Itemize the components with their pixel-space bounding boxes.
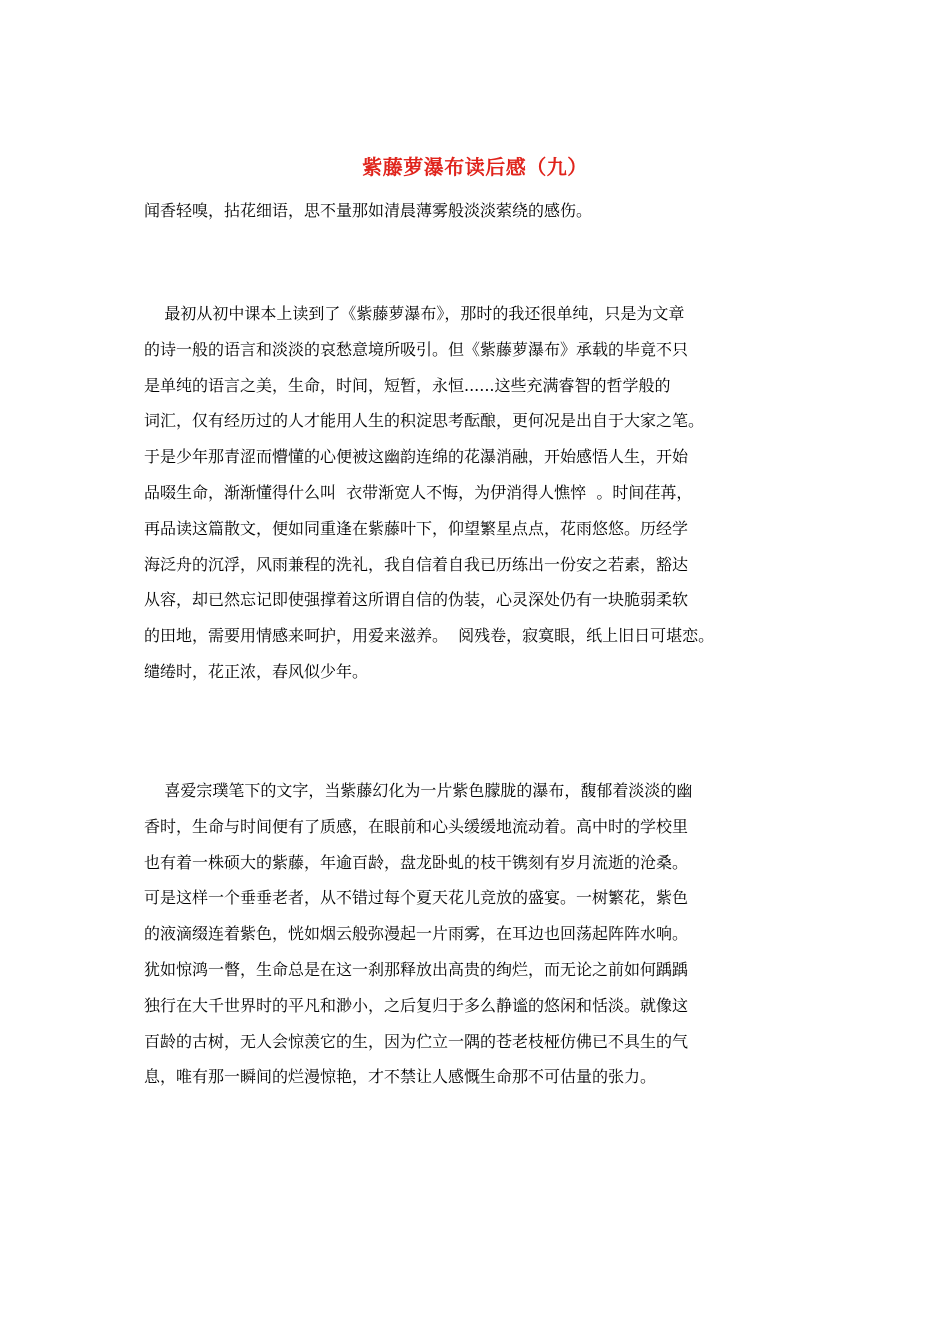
paragraph-line: 百龄的古树，无人会惊羡它的生，因为伫立一隅的苍老枝桠仿佛已不具生的气 <box>144 1031 689 1051</box>
paragraph-line: 的田地，需要用情感来呵护，用爱来滋养。 阅残卷，寂寞眼，纸上旧日可堪恋。 <box>144 626 715 646</box>
document-title: 紫藤萝瀑布读后感（九） <box>362 155 588 179</box>
paragraph-line: 的诗一般的语言和淡淡的哀愁意境所吸引。但《紫藤萝瀑布》承载的毕竟不只 <box>144 339 689 359</box>
paragraph <box>144 773 834 1095</box>
paragraph-line: 息，唯有那一瞬间的烂漫惊艳，才不禁让人感慨生命那不可估量的张力。 <box>144 1067 657 1087</box>
paragraph-line: 的液滴缀连着紫色，恍如烟云般弥漫起一片雨雾，在耳边也回荡起阵阵水响。 <box>144 924 689 944</box>
paragraph-line: 缱绻时，花正浓，春风似少年。 <box>144 661 369 681</box>
paragraph-line: 也有着一株硕大的紫藤，年逾百龄，盘龙卧虬的枝干镌刻有岁月流逝的沧桑。 <box>144 852 689 872</box>
paragraph-line: 是单纯的语言之美，生命，时间，短暂，永恒......这些充满睿智的哲学般的 <box>144 375 671 395</box>
paragraph-line: 犹如惊鸿一瞥，生命总是在这一刹那释放出高贵的绚烂，而无论之前如何踽踽 <box>144 959 689 979</box>
paragraph-line: 再品读这篇散文，便如同重逢在紫藤叶下，仰望繁星点点，花雨悠悠。历经学 <box>144 518 689 538</box>
paragraph-line: 香时，生命与时间便有了质感，在眼前和心头缓缓地流动着。高中时的学校里 <box>144 816 689 836</box>
document-subtitle: 闻香轻嗅，拈花细语，思不量那如清晨薄雾般淡淡萦绕的感伤。 <box>144 201 593 220</box>
paragraph-line: 海泛舟的沉浮，风雨兼程的洗礼，我自信着自我已历练出一份安之若素，豁达 <box>144 554 689 574</box>
paragraph-line: 于是少年那青涩而懵懂的心便被这幽韵连绵的花瀑消融，开始感悟人生，开始 <box>144 447 689 467</box>
paragraph-line: 从容，却已然忘记即使强撑着这所谓自信的伪装，心灵深处仍有一块脆弱柔软 <box>144 590 689 610</box>
paragraph-line: 独行在大千世界时的平凡和渺小，之后复归于多么静谧的悠闲和恬淡。就像这 <box>144 995 689 1015</box>
paragraph <box>144 296 834 690</box>
paragraph-line: 品啜生命，渐渐懂得什么叫 衣带渐宽人不悔，为伊消得人憔悴 。时间荏苒， <box>144 482 693 502</box>
paragraph-line: 可是这样一个垂垂老者，从不错过每个夏天花儿竞放的盛宴。一树繁花，紫色 <box>144 888 689 908</box>
paragraph-line: 词汇，仅有经历过的人才能用人生的积淀思考酝酿，更何况是出自于大家之笔。 <box>144 411 705 431</box>
paragraph-line: 最初从初中课本上读到了《紫藤萝瀑布》，那时的我还很单纯，只是为文章 <box>144 304 685 323</box>
paragraph-line: 喜爱宗璞笔下的文字，当紫藤幻化为一片紫色朦胧的瀑布，馥郁着淡淡的幽 <box>144 781 693 800</box>
